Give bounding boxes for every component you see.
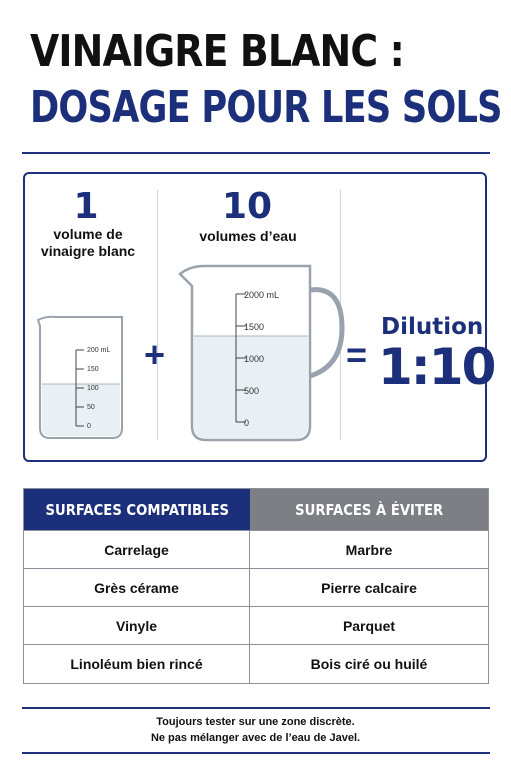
- small-beaker-mark-100: 100: [87, 385, 99, 392]
- table-row: [24, 606, 488, 645]
- surfaces-table: [23, 488, 489, 684]
- title-line-2: DOSAGE POUR LES SOLS: [30, 82, 502, 133]
- equals-sign: =: [346, 334, 368, 375]
- title-line-1: VINAIGRE BLANC :: [30, 26, 404, 77]
- avoid-header: SURFACES À ÉVITER: [250, 489, 488, 530]
- small-beaker-icon: [36, 314, 128, 442]
- footer-divider-top: [22, 707, 490, 709]
- compatible-header: SURFACES COMPATIBLES: [24, 489, 250, 530]
- compatible-cell: Linoléum bien rincé: [24, 645, 250, 683]
- table-row: [24, 530, 488, 569]
- table-row: [24, 568, 488, 607]
- water-caption: volumes d’eau: [199, 228, 297, 244]
- footer-line-2: Ne pas mélanger avec de l’eau de Javel.: [150, 732, 361, 744]
- footer-divider-bottom: [22, 752, 490, 754]
- small-beaker-mark-150: 150: [87, 366, 99, 373]
- compatible-cell: Grès cérame: [24, 569, 250, 607]
- large-beaker-mark-1000: 1000: [244, 354, 265, 364]
- panel-separator-1: [157, 190, 158, 440]
- large-beaker-icon: [176, 262, 348, 446]
- avoid-cell: Marbre: [345, 542, 393, 558]
- avoid-cell: Bois ciré ou huilé: [310, 656, 428, 672]
- table-row: [24, 644, 488, 683]
- dilution-label: Dilution: [381, 314, 484, 340]
- footer-line-1: Toujours tester sur une zone discrète.: [156, 716, 355, 728]
- water-amount: 10: [221, 186, 273, 227]
- large-beaker-mark-1500: 1500: [244, 322, 265, 332]
- avoid-cell: Pierre calcaire: [321, 580, 417, 596]
- vinegar-amount: 1: [73, 186, 99, 227]
- dilution-ratio: 1:10: [378, 338, 495, 396]
- title-divider: [22, 152, 490, 154]
- large-beaker-mark-500: 500: [244, 386, 260, 396]
- small-beaker-mark-0: 0: [87, 423, 91, 430]
- small-beaker-mark-50: 50: [87, 404, 95, 411]
- compatible-cell: Carrelage: [24, 531, 250, 569]
- large-beaker-mark-0: 0: [244, 418, 250, 428]
- plus-sign: +: [144, 334, 166, 375]
- avoid-cell: Parquet: [342, 618, 396, 634]
- vinegar-caption-line-2: vinaigre blanc: [40, 243, 136, 259]
- vinegar-caption: [33, 226, 143, 260]
- small-beaker-mark-200: 200 mL: [87, 347, 111, 354]
- compatible-cell: Vinyle: [24, 607, 250, 645]
- vinegar-caption-line-1: volume de: [53, 226, 123, 242]
- large-beaker-mark-2000: 2000 mL: [244, 290, 280, 300]
